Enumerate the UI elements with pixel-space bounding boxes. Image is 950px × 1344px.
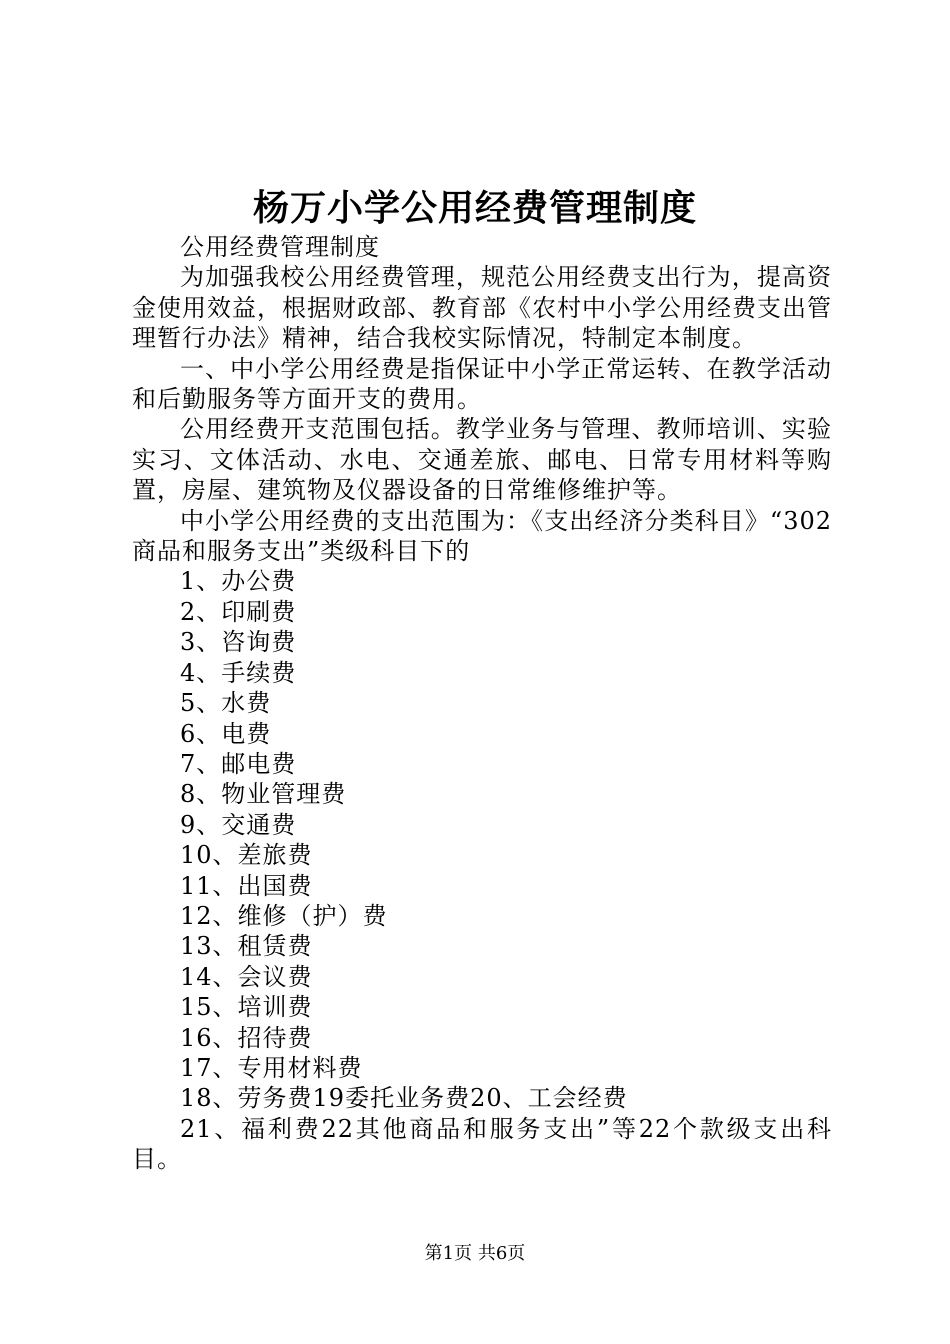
expense-list (132, 566, 832, 1113)
list-item: 4、手续费 (180, 658, 297, 687)
paragraph-3: 公用经费开支范围包括。教学业务与管理、教师培训、实验实习、文体活动、水电、交通差旅、邮电、日常专用材料等购置，房屋、建筑物及仪器设备的日常维修维护等。 (132, 415, 832, 505)
list-item: 2、印刷费 (180, 597, 297, 626)
document-body (132, 232, 832, 1175)
document-title: 杨万小学公用经费管理制度 (252, 187, 697, 229)
list-item: 9、交通费 (180, 810, 297, 839)
paragraph-1: 为加强我校公用经费管理，规范公用经费支出行为，提高资金使用效益，根据财政部、教育部《农村中小学公用经费支出管理暂行办法》精神，结合我校实际情况，特制定本制度。 (132, 263, 832, 353)
list-item: 14、会议费 (180, 962, 313, 991)
list-item: 8、物业管理费 (180, 780, 347, 809)
list-item: 3、咨询费 (180, 628, 297, 657)
list-item: 13、租赁费 (180, 932, 313, 961)
list-item: 6、电费 (180, 719, 272, 748)
paragraph-2: 一、中小学公用经费是指保证中小学正常运转、在教学活动和后勤服务等方面开支的费用。 (132, 354, 832, 414)
list-item: 7、邮电费 (180, 749, 297, 778)
closing-paragraph: 21、福利费22其他商品和服务支出”等22个款级支出科目。 (132, 1114, 832, 1174)
list-item: 17、专用材料费 (180, 1053, 363, 1082)
list-item: 12、维修（护）费 (180, 901, 388, 930)
list-item: 5、水费 (180, 689, 272, 718)
page-footer: 第1页 共6页 (424, 1243, 526, 1264)
subtitle: 公用经费管理制度 (180, 233, 380, 261)
paragraph-4: 中小学公用经费的支出范围为：《支出经济分类科目》“302商品和服务支出”类级科目下的 (132, 506, 832, 566)
list-item: 11、出国费 (180, 871, 313, 900)
list-item: 16、招待费 (180, 1023, 313, 1052)
list-item: 1、办公费 (180, 567, 297, 596)
list-item: 18、劳务费19委托业务费20、工会经费 (180, 1084, 628, 1113)
list-item: 10、差旅费 (180, 841, 313, 870)
list-item: 15、培训费 (180, 993, 313, 1022)
